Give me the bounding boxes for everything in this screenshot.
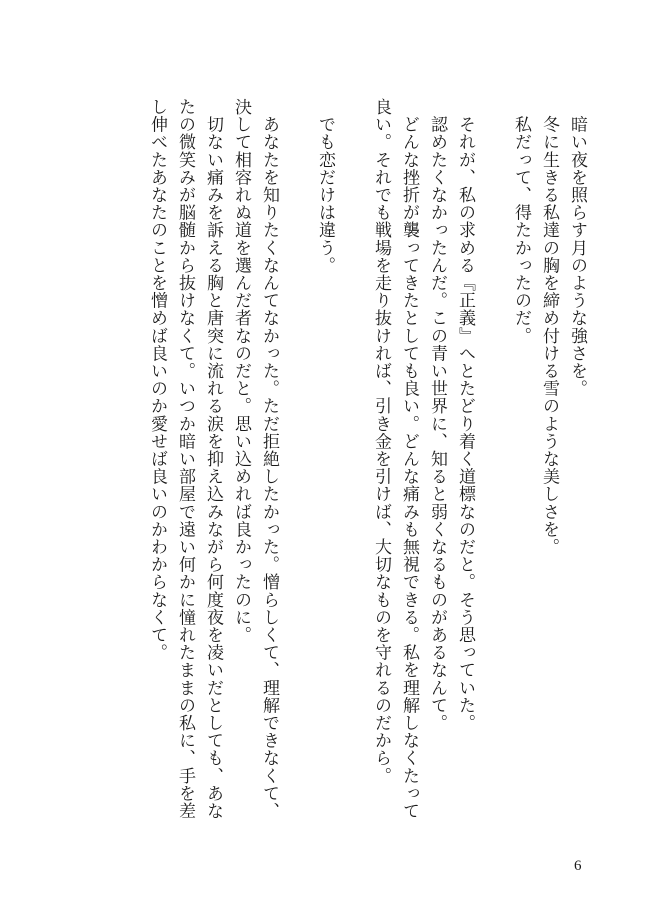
vertical-text-body: [143, 98, 591, 838]
text-line: し伸べたあなたのことを憎めば良いのか愛せば良いのかわからなくて。: [147, 98, 167, 662]
blank-line: [479, 98, 507, 838]
text-line: 認めたくなかったんだ。この青い世界に、知ると弱くなるものがあるなんて。: [427, 98, 447, 732]
text-line: あなたを知りたくなんてなかった。ただ拒絶したかった。憎らしくて、理解できなくて、: [259, 98, 279, 820]
text-line: 暗い夜を照らす月のような強さを。: [567, 98, 587, 398]
blank-line: [283, 98, 311, 838]
text-line: 私だって、得たかったのだ。: [511, 98, 531, 345]
text-line: それが、私の求める『正義』へとたどり着く道標なのだと。そう思っていた。: [455, 98, 475, 732]
text-line: 良い。それでも戦場を走り抜ければ、引き金を引けば、大切なものを守れるのだから。: [371, 98, 391, 785]
text-line: どんな挫折が襲ってきたとしても良い。どんな痛みも無視できる。私を理解しなくたって: [399, 98, 419, 820]
text-line: たの微笑みが脳髄から抜けなくて。いつか暗い部屋で遠い何かに憧れたままの私に、手を差: [175, 98, 195, 820]
text-line: 決して相容れぬ道を選んだ者なのだと。思い込めれば良かったのに。: [231, 98, 251, 644]
blank-line: [339, 98, 367, 838]
text-line: 冬に生きる私達の胸を締め付ける雪のような美しさを。: [539, 98, 559, 556]
text-line: でも恋だけは違う。: [315, 98, 335, 274]
text-line: 切ない痛みを訴える胸と唐突に流れる涙を抑え込みながら何度夜を凌いだとしても、あな: [203, 98, 223, 820]
page-number: 6: [574, 858, 582, 874]
